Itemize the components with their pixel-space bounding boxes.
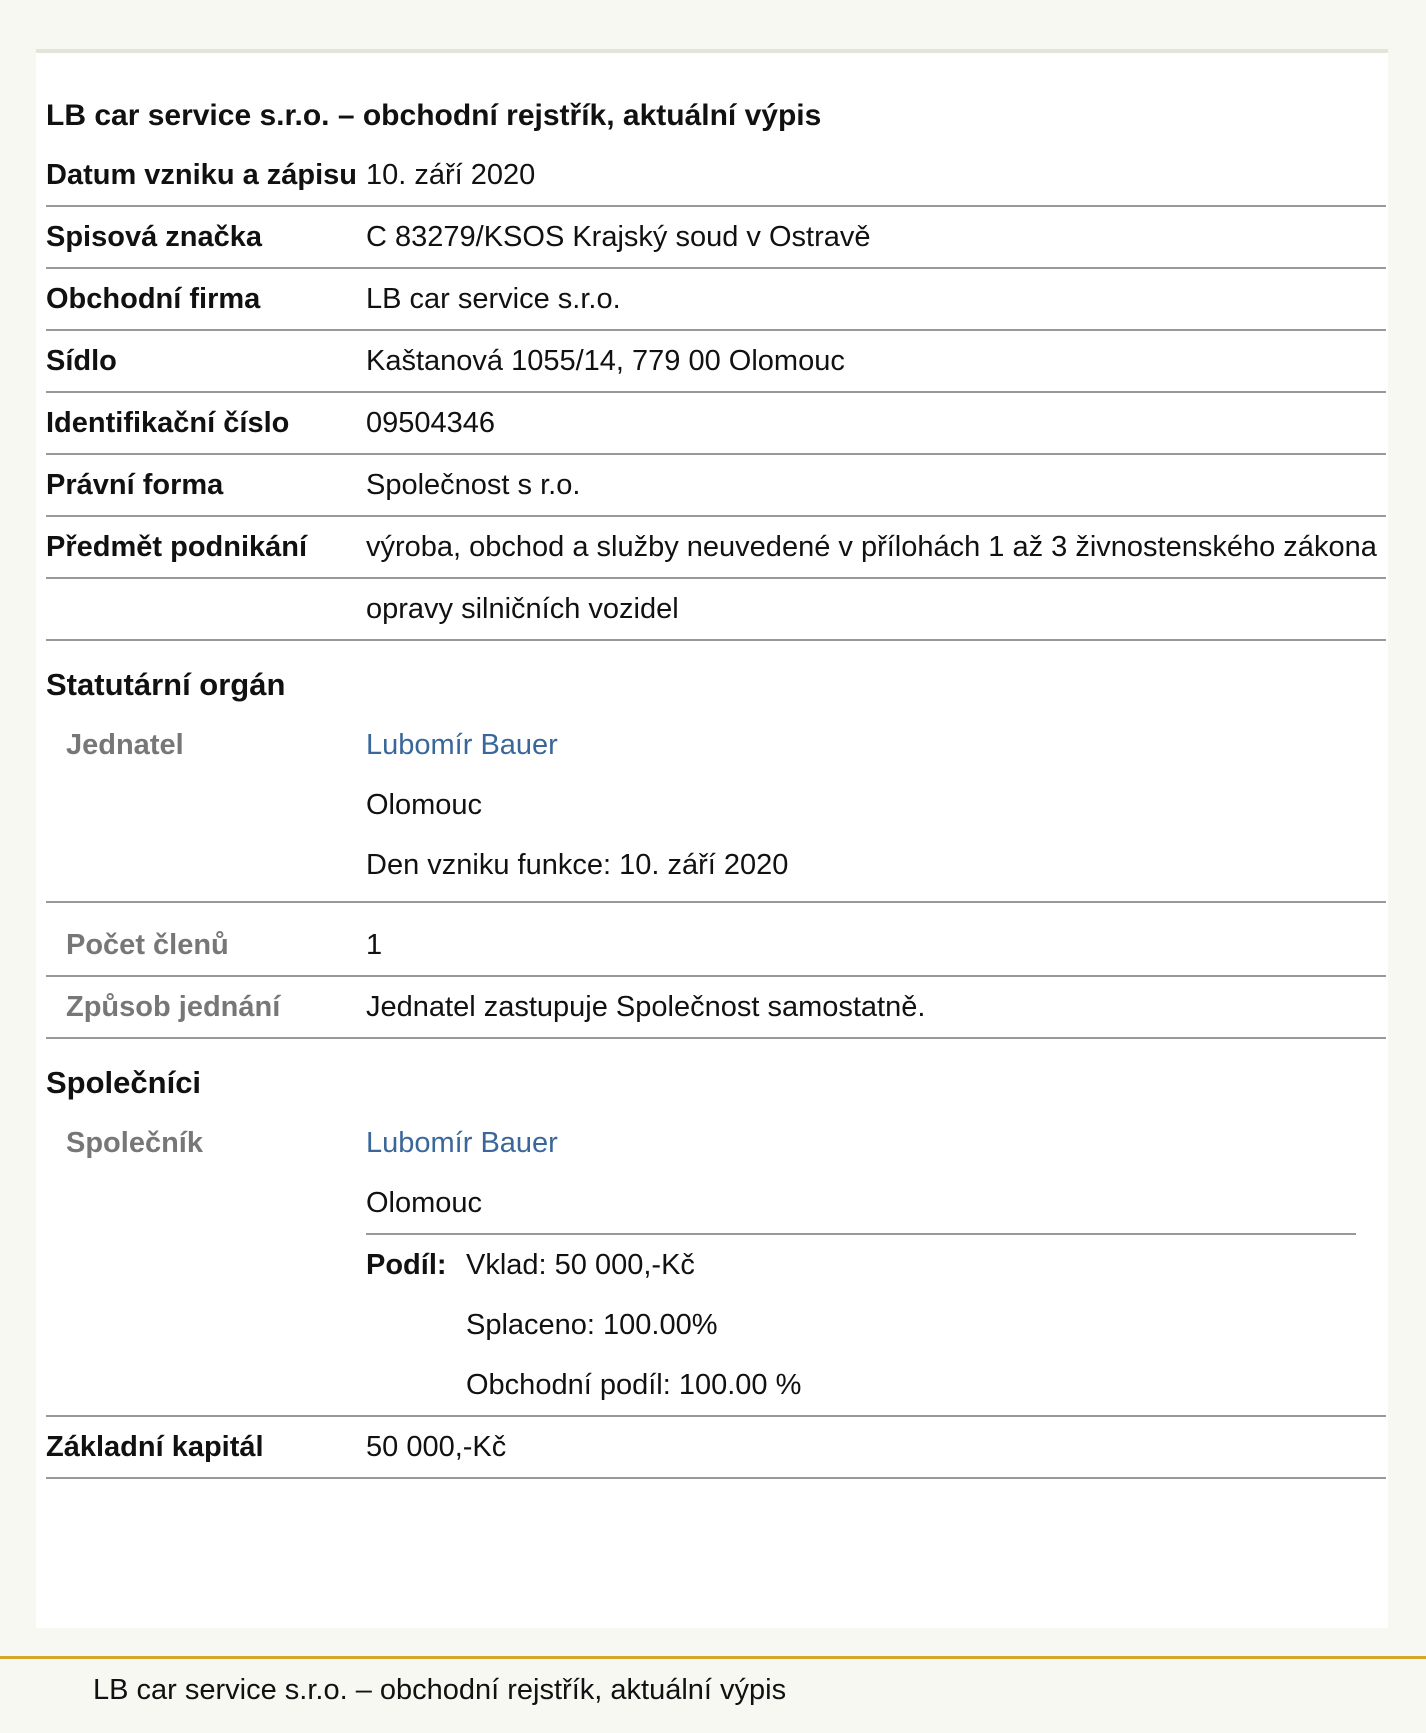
jednatel-funkce: Den vzniku funkce: 10. září 2020 xyxy=(366,849,789,881)
row-sidlo xyxy=(46,330,1386,392)
row-spisova xyxy=(46,206,1386,268)
value-datum: 10. září 2020 xyxy=(366,148,1386,206)
label-predmet: Předmět podnikání xyxy=(46,516,366,578)
row-kapital xyxy=(46,1416,1386,1478)
vklad-value: Vklad: 50 000,-Kč xyxy=(466,1249,695,1281)
label-predmet-empty xyxy=(46,578,366,640)
label-spolecnik: Společník xyxy=(46,1113,366,1416)
obchodni-podil-value: Obchodní podíl: 100.00 % xyxy=(466,1369,802,1401)
label-spisova: Spisová značka xyxy=(46,206,366,268)
label-ico: Identifikační číslo xyxy=(46,392,366,454)
value-spisova: C 83279/KSOS Krajský soud v Ostravě xyxy=(366,206,1386,268)
spolecnik-name-link[interactable]: Lubomír Bauer xyxy=(366,1127,558,1159)
label-firma: Obchodní firma xyxy=(46,268,366,330)
value-sidlo: Kaštanová 1055/14, 779 00 Olomouc xyxy=(366,330,1386,392)
page-footer xyxy=(0,1656,1426,1733)
label-sidlo: Sídlo xyxy=(46,330,366,392)
value-pocet: 1 xyxy=(366,902,1386,976)
spolecnici-heading: Společníci xyxy=(46,1065,202,1100)
value-predmet-2: opravy silničních vozidel xyxy=(366,578,1386,640)
section-spolecnici xyxy=(46,1038,1386,1113)
value-forma: Společnost s r.o. xyxy=(366,454,1386,516)
value-kapital: 50 000,-Kč xyxy=(366,1416,1386,1478)
share-values xyxy=(466,1235,801,1415)
row-datum xyxy=(46,148,1386,206)
spolecnik-city: Olomouc xyxy=(366,1187,483,1219)
label-jednatel: Jednatel xyxy=(46,715,366,902)
share-block xyxy=(366,1233,1356,1415)
row-firma xyxy=(46,268,1386,330)
label-zpusob: Způsob jednání xyxy=(46,976,366,1038)
value-firma: LB car service s.r.o. xyxy=(366,268,1386,330)
statutarni-heading: Statutární orgán xyxy=(46,667,286,702)
footer-text: LB car service s.r.o. – obchodní rejstřík, aktuální výpis xyxy=(93,1674,787,1706)
register-table xyxy=(46,148,1386,1479)
splaceno-value: Splaceno: 100.00% xyxy=(466,1309,718,1341)
register-content xyxy=(46,53,1386,1479)
row-jednatel xyxy=(46,715,1386,902)
row-zpusob xyxy=(46,976,1386,1038)
jednatel-name-link[interactable]: Lubomír Bauer xyxy=(366,729,558,761)
value-spolecnik xyxy=(366,1113,1386,1416)
register-card xyxy=(36,49,1388,1628)
label-datum: Datum vzniku a zápisu xyxy=(46,148,366,206)
value-ico: 09504346 xyxy=(366,392,1386,454)
row-pocet xyxy=(46,902,1386,976)
row-spolecnik xyxy=(46,1113,1386,1416)
row-predmet xyxy=(46,516,1386,578)
section-statutarni xyxy=(46,640,1386,715)
label-pocet: Počet členů xyxy=(46,902,366,976)
page-title: LB car service s.r.o. – obchodní rejstřík, aktuální výpis xyxy=(46,99,822,132)
row-ico xyxy=(46,392,1386,454)
podil-label: Podíl: xyxy=(366,1249,447,1281)
value-zpusob: Jednatel zastupuje Společnost samostatně. xyxy=(366,976,1386,1038)
value-predmet-1: výroba, obchod a služby neuvedené v přílohách 1 až 3 živnostenského zákona xyxy=(366,516,1386,578)
value-jednatel xyxy=(366,715,1386,902)
label-forma: Právní forma xyxy=(46,454,366,516)
label-kapital: Základní kapitál xyxy=(46,1416,366,1478)
row-forma xyxy=(46,454,1386,516)
jednatel-city: Olomouc xyxy=(366,789,483,821)
row-predmet-2 xyxy=(46,578,1386,640)
